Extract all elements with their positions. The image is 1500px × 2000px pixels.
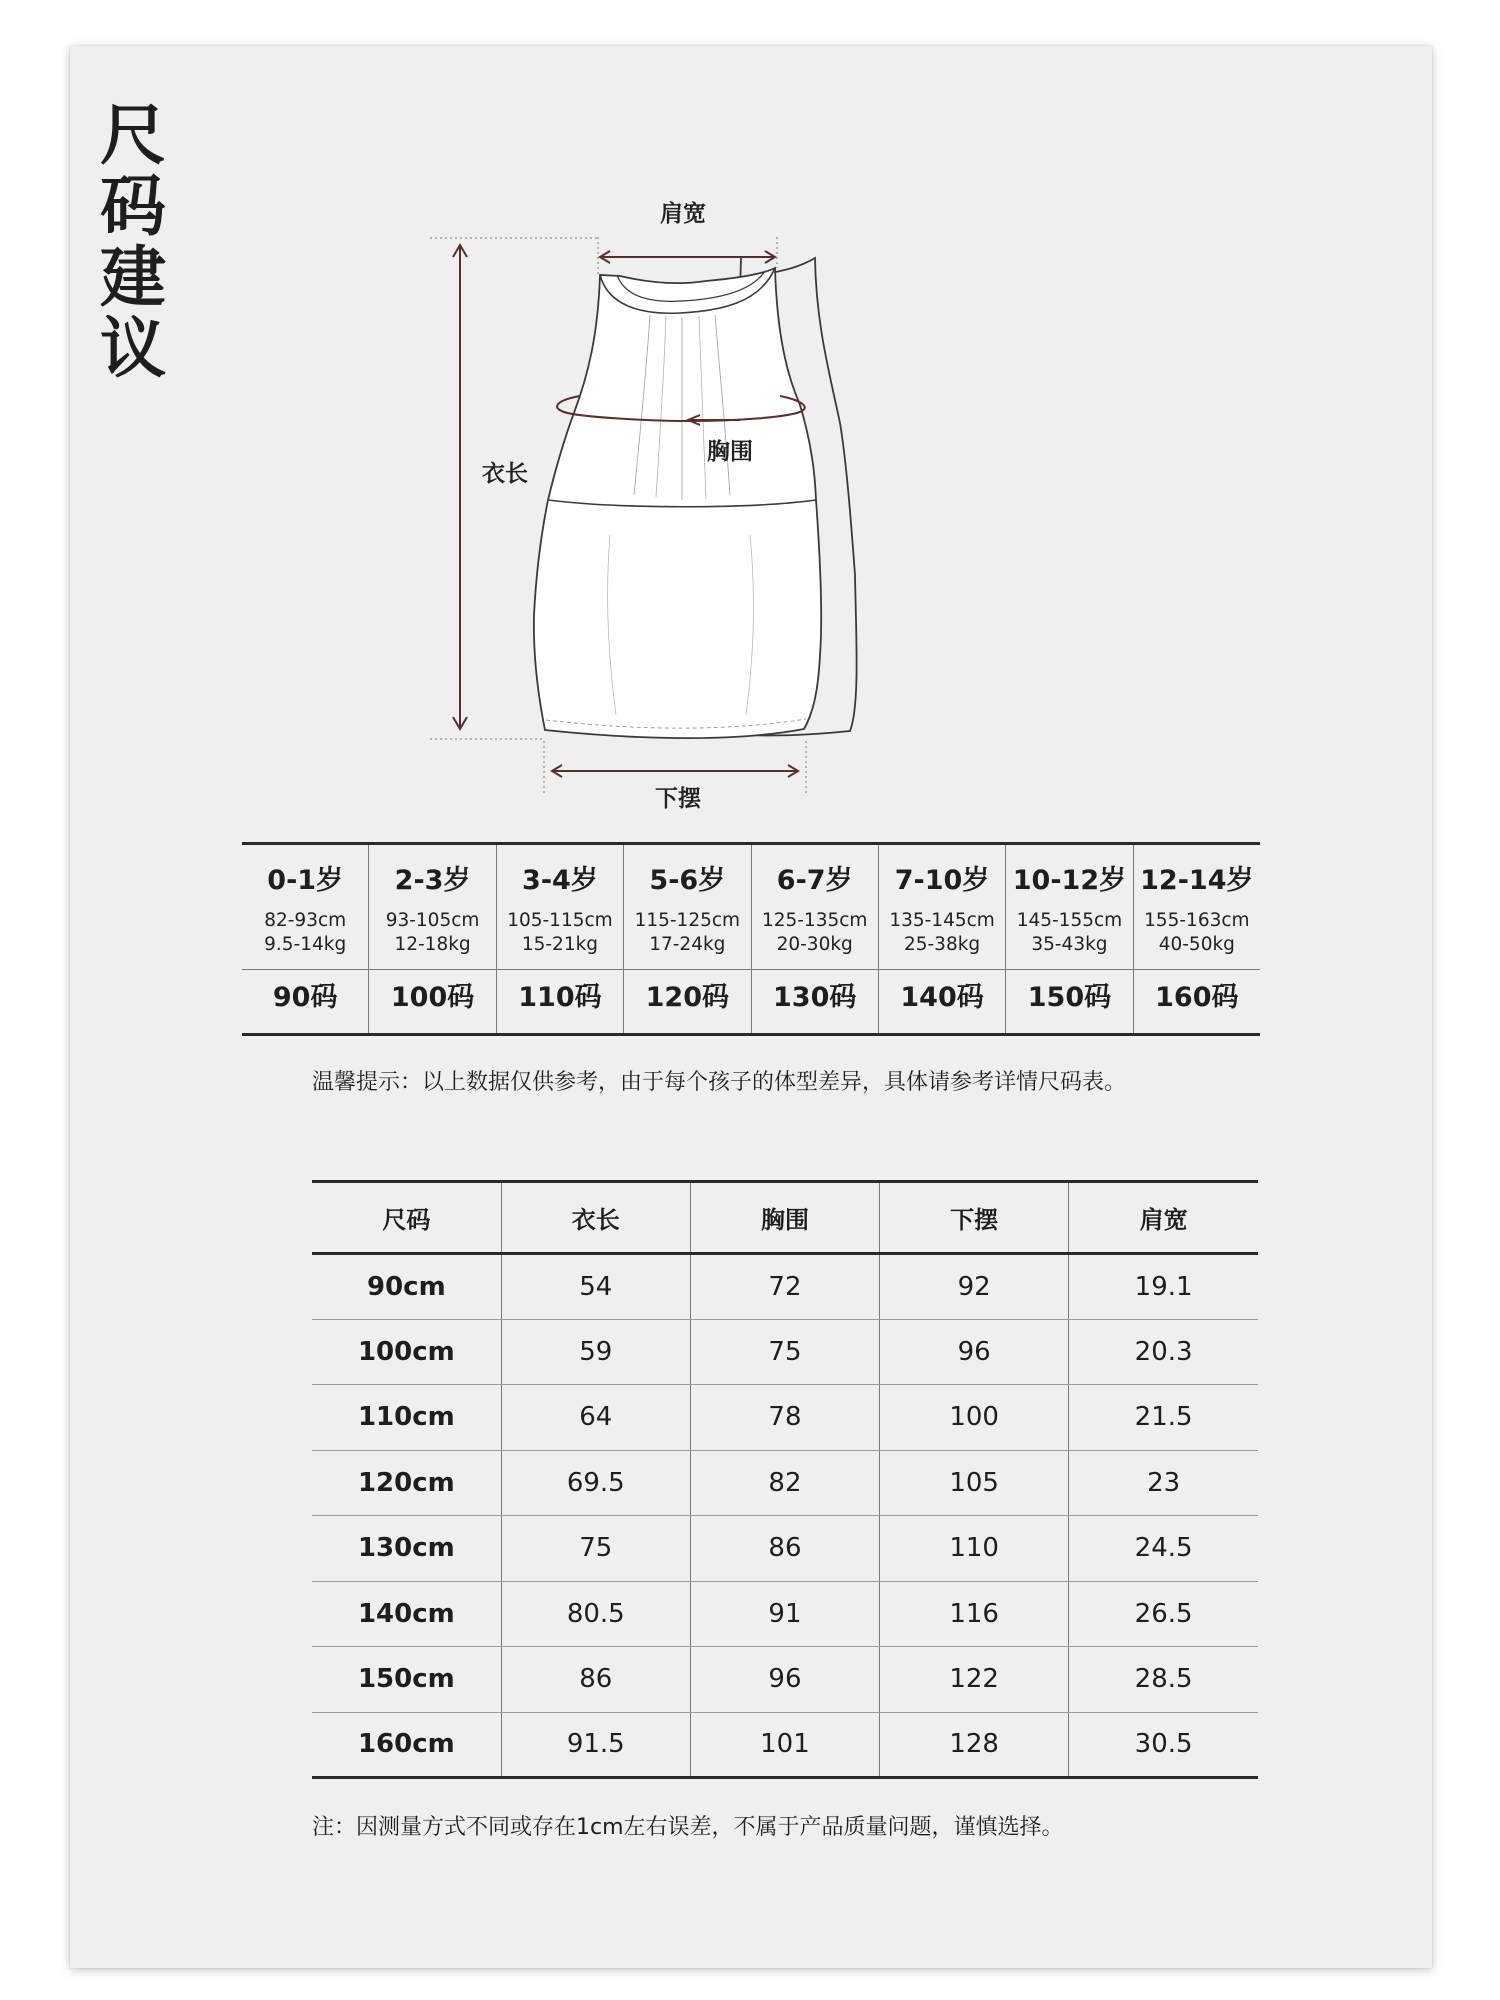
table-cell: 80.5 — [501, 1581, 690, 1647]
title-char: 议 — [100, 310, 166, 387]
table-cell: 19.1 — [1069, 1254, 1258, 1320]
size-code: 100码 — [390, 982, 475, 1013]
age-range: 12-14岁 — [1140, 865, 1254, 896]
size-code: 150码 — [1027, 982, 1112, 1013]
garment-diagram — [420, 175, 980, 819]
table-header-row — [312, 1182, 1258, 1254]
table-cell: 75 — [690, 1319, 879, 1385]
table-row — [312, 1581, 1258, 1647]
table-cell: 128 — [880, 1712, 1069, 1778]
table-cell: 101 — [690, 1712, 879, 1778]
table-cell: 75 — [501, 1516, 690, 1582]
table-cell: 91.5 — [501, 1712, 690, 1778]
table-row — [312, 1516, 1258, 1582]
size-guide-column — [624, 845, 751, 1033]
height-range: 125-135cm — [761, 910, 868, 931]
table-cell: 24.5 — [1069, 1516, 1258, 1582]
age-range: 6-7岁 — [776, 865, 853, 896]
table-cell: 21.5 — [1069, 1385, 1258, 1451]
table-cell: 23 — [1069, 1450, 1258, 1516]
weight-range: 35-43kg — [1031, 934, 1108, 955]
table-row — [312, 1385, 1258, 1451]
shoulder-label: 肩宽 — [660, 201, 706, 227]
age-range: 5-6岁 — [649, 865, 726, 896]
height-range: 115-125cm — [634, 910, 741, 931]
table-cell: 105 — [880, 1450, 1069, 1516]
table-cell: 91 — [690, 1581, 879, 1647]
table-cell: 150cm — [312, 1647, 501, 1713]
table-cell: 92 — [880, 1254, 1069, 1320]
size-code: 120码 — [645, 982, 729, 1013]
column-header: 肩宽 — [1069, 1182, 1258, 1254]
table-cell: 82 — [690, 1450, 879, 1516]
weight-range: 12-18kg — [394, 934, 471, 955]
height-range: 82-93cm — [264, 910, 347, 931]
table-cell: 26.5 — [1069, 1581, 1258, 1647]
age-range: 3-4岁 — [522, 865, 598, 896]
table-row — [312, 1647, 1258, 1713]
height-range: 145-155cm — [1016, 910, 1123, 931]
age-range: 0-1岁 — [267, 865, 344, 896]
title-char: 建 — [100, 239, 166, 316]
height-range: 105-115cm — [507, 910, 613, 931]
table-cell: 86 — [501, 1647, 690, 1713]
title-char: 码 — [100, 168, 166, 245]
age-range: 2-3岁 — [394, 865, 471, 896]
size-code: 90码 — [272, 982, 338, 1013]
dress-illustration — [420, 175, 980, 815]
measurement-table — [312, 1180, 1258, 1779]
table-cell: 20.3 — [1069, 1319, 1258, 1385]
size-guide-column — [879, 845, 1006, 1033]
table-cell: 90cm — [312, 1254, 501, 1320]
size-guide-table — [242, 842, 1260, 1036]
size-guide-column — [242, 845, 369, 1033]
size-code: 140码 — [900, 982, 984, 1013]
table-cell: 86 — [690, 1516, 879, 1582]
table-cell: 100cm — [312, 1319, 501, 1385]
weight-range: 9.5-14kg — [264, 934, 347, 955]
table-cell: 64 — [501, 1385, 690, 1451]
table-cell: 120cm — [312, 1450, 501, 1516]
title-char: 尺 — [100, 97, 166, 174]
size-guide-column — [1006, 845, 1133, 1033]
height-range: 93-105cm — [385, 910, 480, 931]
size-guide-column — [369, 845, 496, 1033]
column-header: 尺码 — [312, 1182, 501, 1254]
column-header: 胸围 — [690, 1182, 879, 1254]
chest-label: 胸围 — [707, 439, 753, 465]
tip-text: 温馨提示：以上数据仅供参考，由于每个孩子的体型差异，具体请参考详情尺码表。 — [312, 1070, 1127, 1095]
disclaimer-note: 注：因测量方式不同或存在1cm左右误差，不属于产品质量问题，谨慎选择。 — [312, 1815, 1064, 1840]
table-cell: 110cm — [312, 1385, 501, 1451]
table-cell: 116 — [880, 1581, 1069, 1647]
table-cell: 72 — [690, 1254, 879, 1320]
table-cell: 110 — [880, 1516, 1069, 1582]
table-cell: 69.5 — [501, 1450, 690, 1516]
table-cell: 54 — [501, 1254, 690, 1320]
table-cell: 140cm — [312, 1581, 501, 1647]
weight-range: 40-50kg — [1158, 934, 1235, 955]
length-label: 衣长 — [482, 461, 528, 487]
column-header: 下摆 — [880, 1182, 1069, 1254]
table-cell: 122 — [880, 1647, 1069, 1713]
hem-label: 下摆 — [655, 786, 701, 812]
size-guide-column — [497, 845, 624, 1033]
age-range: 7-10岁 — [894, 865, 990, 896]
size-code: 160码 — [1155, 982, 1239, 1013]
column-header: 衣长 — [501, 1182, 690, 1254]
height-range: 135-145cm — [889, 910, 995, 931]
size-guide-column — [752, 845, 879, 1033]
table-row — [312, 1712, 1258, 1778]
table-row — [312, 1450, 1258, 1516]
table-row — [312, 1254, 1258, 1320]
age-range: 10-12岁 — [1012, 865, 1127, 896]
weight-range: 25-38kg — [903, 934, 981, 955]
table-cell: 160cm — [312, 1712, 501, 1778]
table-cell: 96 — [880, 1319, 1069, 1385]
table-cell: 130cm — [312, 1516, 501, 1582]
table-row — [312, 1319, 1258, 1385]
table-cell: 28.5 — [1069, 1647, 1258, 1713]
table-cell: 96 — [690, 1647, 879, 1713]
weight-range: 15-21kg — [521, 934, 599, 955]
weight-range: 20-30kg — [776, 934, 853, 955]
size-guide-column — [1134, 845, 1260, 1033]
table-cell: 30.5 — [1069, 1712, 1258, 1778]
table-cell: 100 — [880, 1385, 1069, 1451]
height-range: 155-163cm — [1144, 910, 1250, 931]
table-cell: 78 — [690, 1385, 879, 1451]
size-code: 110码 — [518, 982, 602, 1013]
page-title — [100, 97, 210, 387]
size-code: 130码 — [773, 982, 857, 1013]
table-cell: 59 — [501, 1319, 690, 1385]
weight-range: 17-24kg — [649, 934, 726, 955]
